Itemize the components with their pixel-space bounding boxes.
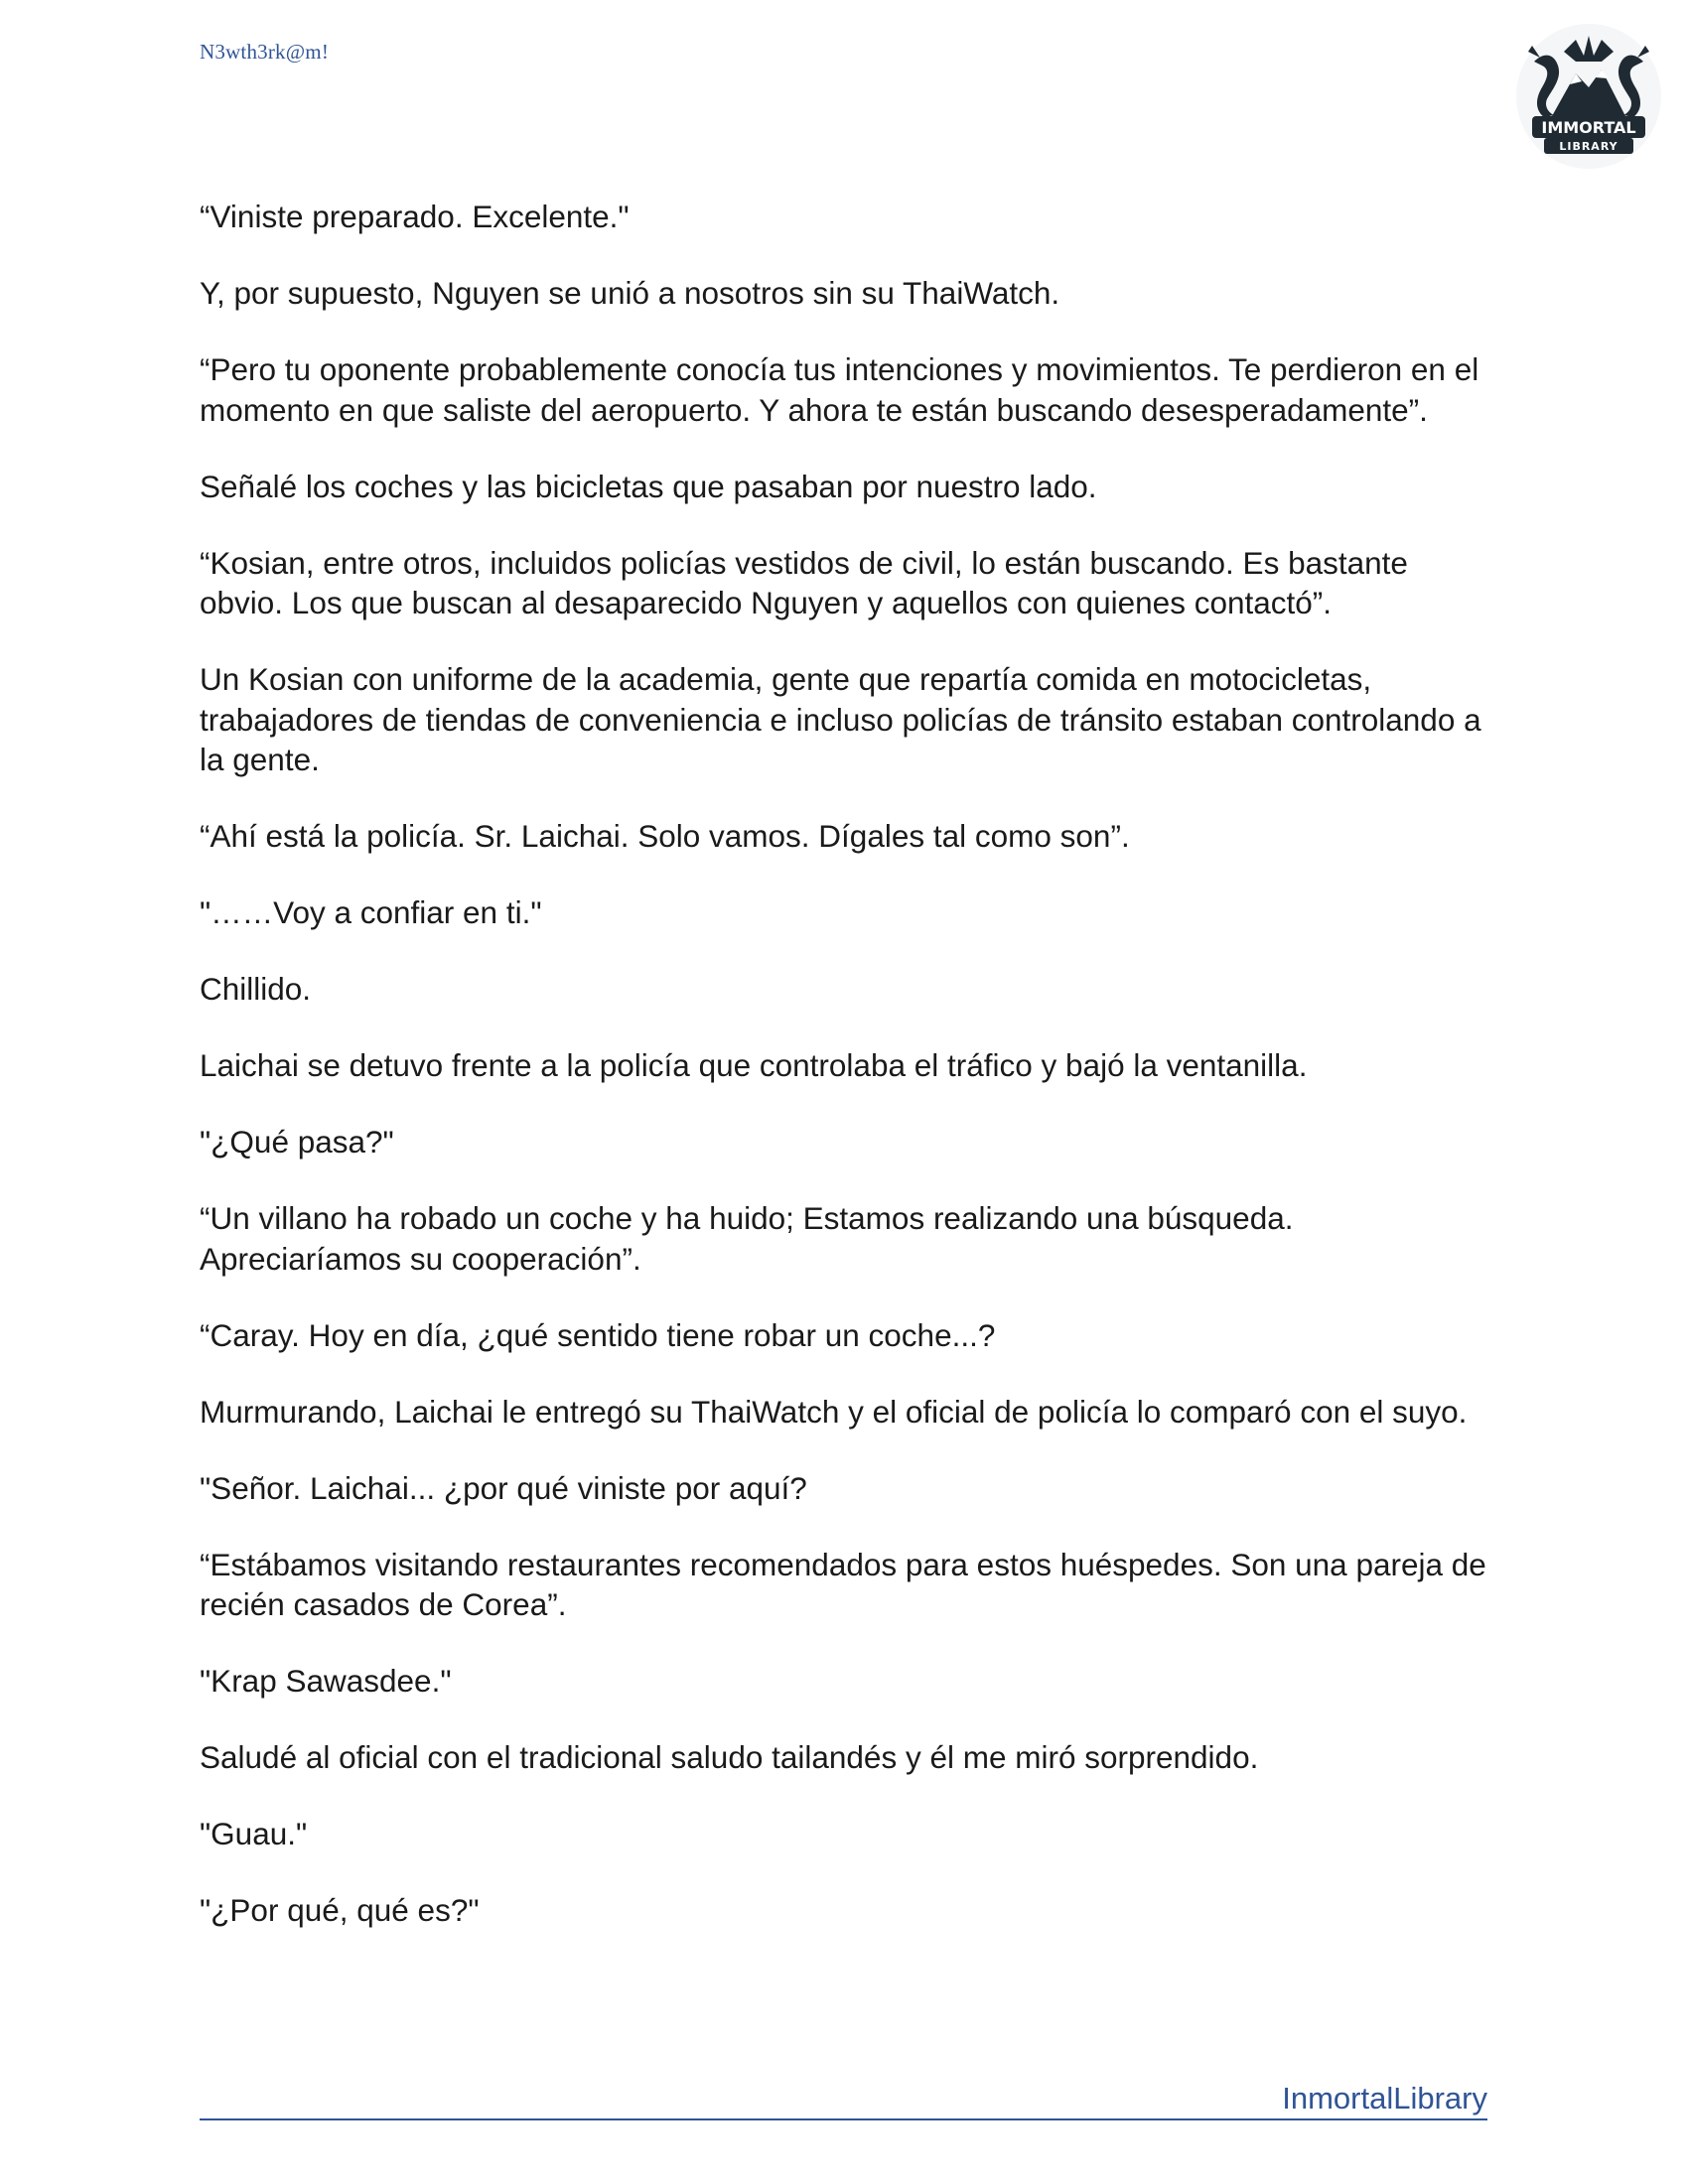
paragraph: “Kosian, entre otros, incluidos policías vestidos de civil, lo están buscando. Es bastante obvio. Los que buscan al desaparecido Nguyen y aquellos con quienes contactó”. — [200, 544, 1408, 620]
footer-link[interactable]: InmortalLibrary — [1282, 2081, 1487, 2116]
paragraph: "¿Qué pasa?" — [200, 1124, 394, 1160]
watermark-tag: N3wth3rk@m! — [200, 40, 330, 64]
paragraph: Murmurando, Laichai le entregó su ThaiWatch y el oficial de policía lo comparó con el suyo. — [200, 1393, 1468, 1430]
footer-link-line — [200, 2079, 1487, 2120]
paragraph: "¿Por qué, qué es?" — [200, 1892, 480, 1928]
immortal-library-logo — [1514, 22, 1663, 171]
logo-bottom-text: LIBRARY — [1559, 140, 1618, 153]
paragraph: Saludé al oficial con el tradicional saludo tailandés y él me miró sorprendido. — [200, 1739, 1259, 1775]
paragraph: Y, por supuesto, Nguyen se unió a nosotros sin su ThaiWatch. — [200, 275, 1060, 311]
paragraph: “Pero tu oponente probablemente conocía tus intenciones y movimientos. Te perdieron en el momento en que saliste del aeropuerto. Y ahora te están buscando desesperadamente”. — [200, 351, 1479, 428]
paragraph: "Señor. Laichai... ¿por qué viniste por aquí? — [200, 1469, 807, 1506]
paragraph: Laichai se detuvo frente a la policía que controlaba el tráfico y bajó la ventanilla. — [200, 1047, 1308, 1083]
paragraph: "……Voy a confiar en ti." — [200, 894, 542, 930]
paragraph: “Un villano ha robado un coche y ha huido; Estamos realizando una búsqueda. Apreciaríamos su cooperación”. — [200, 1200, 1294, 1277]
paragraph: Señalé los coches y las bicicletas que pasaban por nuestro lado. — [200, 468, 1097, 504]
paragraph: Chillido. — [200, 971, 312, 1007]
paragraph: “Caray. Hoy en día, ¿qué sentido tiene robar un coche...? — [200, 1316, 996, 1353]
dragon-crest-icon — [1514, 22, 1663, 171]
paragraph: Un Kosian con uniforme de la academia, gente que repartía comida en motocicletas, trabajadores de tiendas de conveniencia e incluso policías de tránsito estaban controlando a la gente. — [200, 661, 1481, 777]
paragraph: "Guau." — [200, 1816, 308, 1851]
paragraph: “Estábamos visitando restaurantes recomendados para estos huéspedes. Son una pareja de recién casados de Corea”. — [200, 1546, 1486, 1622]
paragraph: "Krap Sawasdee." — [200, 1663, 452, 1699]
paragraph: “Ahí está la policía. Sr. Laichai. Solo vamos. Dígales tal como son”. — [200, 818, 1130, 854]
paragraph: “Viniste preparado. Excelente." — [200, 199, 630, 234]
logo-top-text: IMMORTAL — [1541, 118, 1636, 137]
page-body — [200, 197, 1490, 1967]
